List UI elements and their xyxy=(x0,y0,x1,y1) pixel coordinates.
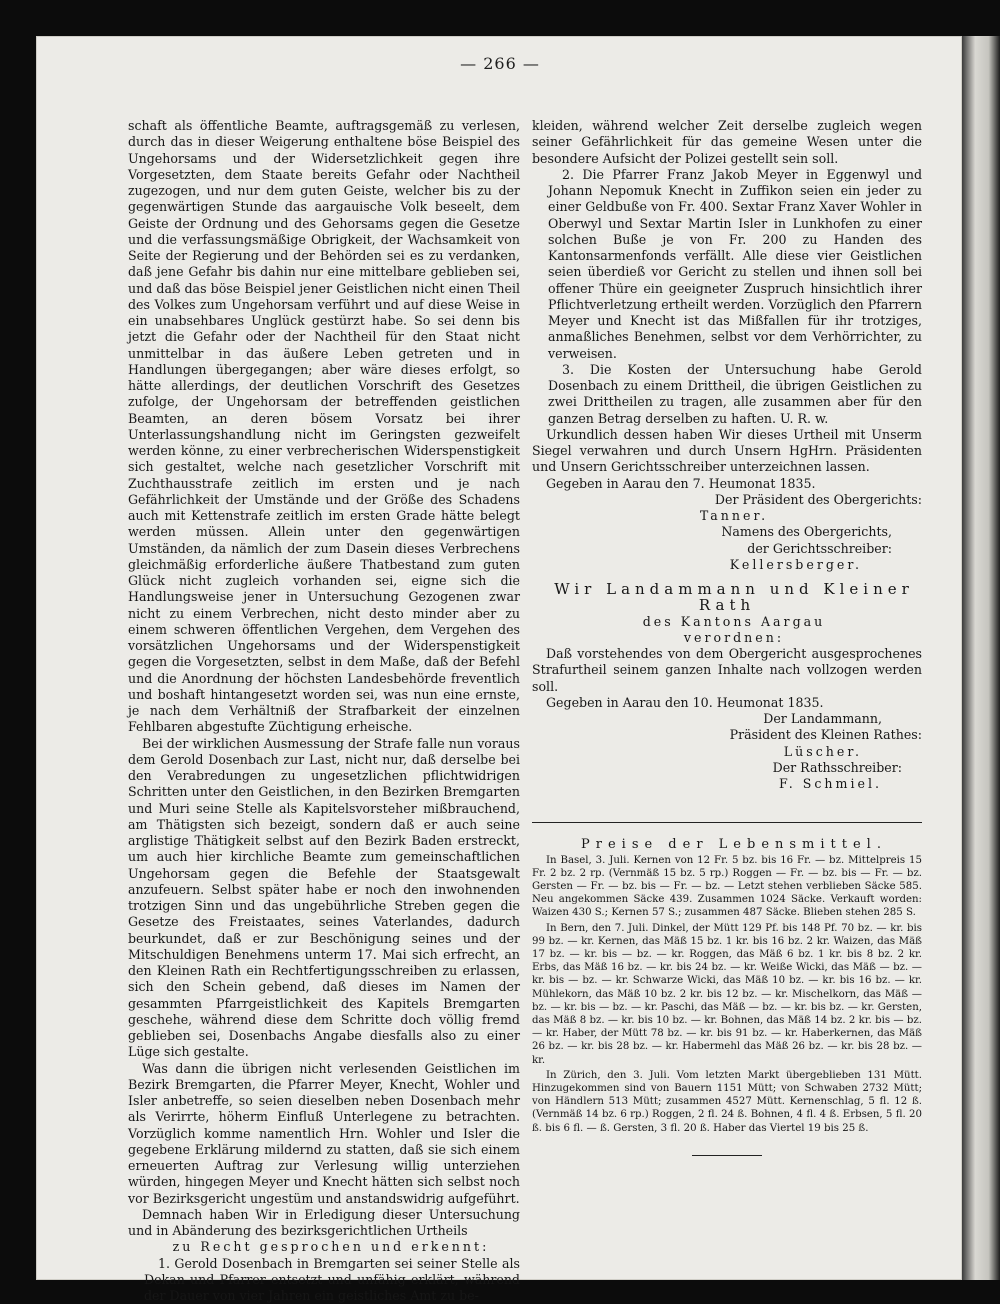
decree-text: Daß vorstehendes von dem Obergericht ausgesprochenes Strafurtheil seinem ganzen Inhalte nach vollzogen werden soll. xyxy=(532,646,922,695)
signature-secretary-title: Der Rathsschreiber: xyxy=(532,760,922,776)
signature-council-title: Präsident des Kleinen Rathes: xyxy=(532,727,922,743)
decree-heading-2: des Kantons Aargau xyxy=(532,614,922,630)
signature-clerk-title-1: Namens des Obergerichts, xyxy=(532,524,922,540)
decree-heading-1: Wir Landammann und Kleiner Rath xyxy=(532,581,922,614)
decree-heading-3: verordnen: xyxy=(532,630,922,646)
verdict-item-1-continued: kleiden, während welcher Zeit derselbe zugleich wegen seiner Gefährlichkeit für das gemeine Wesen unter die besondere Aufsicht der Polizei gestellt sein soll. xyxy=(532,118,922,167)
verdict-paragraph-2: Bei der wirklichen Ausmessung der Strafe falle nun voraus dem Gerold Dosenbach zur Last, nicht nur, daß derselbe bei den Verabredungen zu ungesetzlichen pflichtwidrigen Schritten unter den Geistlichen, in den Bezirken Bremgarten und Muri seine Stelle als Kapitelsvorsteher mißbrauchend, am Thätigsten sich bezeigt, sondern daß er auch seine arglistige Thätigkeit selbst auf den Bezirk Baden erstreckt, um auch hier kirchliche Beamte zum gemeinschaftlichen Ungehorsam gegen die Befehle der Staatsgewalt anzufeuern. Selbst später habe er noch den inwohnenden trotzigen Sinn und das ungebührliche Streben gegen die Gesetze des Freistaates, seines Vaterlandes, dadurch beurkundet, daß er zur Beschönigung seines und der Mitschuldigen Benehmens unterm 17. Mai sich erfrecht, an den Kleinen Rath ein Rechtfertigungsschreiben zu erlassen, sich den Schein gebend, daß dieses im Namen der gesammten Pfarrgeistlichkeit des Kapitels Bremgarten geschehe, während diese dem Schritte doch völlig fremd geblieben sei, Dosenbachs Angabe diesfalls also zu einer Lüge sich gestalte. xyxy=(128,736,520,1061)
end-divider xyxy=(692,1155,762,1156)
signature-president-name: Tanner. xyxy=(532,508,922,524)
right-column xyxy=(532,118,922,1158)
verdict-heading: zu Recht gesprochen und erkennt: xyxy=(128,1239,520,1255)
price-report-zurich: In Zürich, den 3. Juli. Vom letzten Markt übergeblieben 131 Mütt. Hinzugekommen sind von Bauern 1151 Mütt; von Schwaben 2732 Mütt; von Händlern 513 Mütt; zusammen 4527 Mütt. Kernenschlag, 5 fl. 12 ß. (Vernmäß 14 bz. 6 rp.) Roggen, 2 fl. 24 ß. Bohnen, 4 fl. 4 ß. Erbsen, 5 fl. 20 ß. bis 6 fl. — ß. Gersten, 3 fl. 20 ß. Haber das Viertel 19 bis 25 ß. xyxy=(532,1069,922,1135)
signature-secretary-name: F. Schmiel. xyxy=(532,776,922,792)
left-column xyxy=(128,118,520,1178)
signature-council-name: Lüscher. xyxy=(532,744,922,760)
verdict-item-2: 2. Die Pfarrer Franz Jakob Meyer in Eggenwyl und Johann Nepomuk Knecht in Zuffikon seien ein jeder zu einer Geldbuße von Fr. 400. Sextar Franz Xaver Wohler in Oberwyl und Sextar Martin Isler in Lunkhofen zu einer solchen Buße je von Fr. 200 zu Handen des Kantonsarmenfonds verfällt. Alle diese vier Geistlichen seien überdieß vor Gericht zu stellen und ihnen soll bei offener Thüre ein geeigneter Zuspruch hinsichtlich ihrer Pflichtverletzung ertheilt werden. Vorzüglich den Pfarrern Meyer und Knecht ist das Mißfallen für ihr trotziges, anmaßliches Benehmen, selbst vor dem Verhörrichter, zu verweisen. xyxy=(532,167,922,362)
prices-title: Preise der Lebensmittel. xyxy=(532,837,922,853)
given-date-1: Gegeben in Aarau den 7. Heumonat 1835. xyxy=(532,476,922,492)
section-divider xyxy=(532,822,922,823)
verdict-paragraph-4: Demnach haben Wir in Erledigung dieser Untersuchung und in Abänderung des bezirksgerichtlichen Urtheils xyxy=(128,1207,520,1240)
price-report-basel: In Basel, 3. Juli. Kernen von 12 Fr. 5 bz. bis 16 Fr. — bz. Mittelpreis 15 Fr. 2 bz. 2 rp. (Vernmäß 15 bz. 5 rp.) Roggen — Fr. — bz. bis — Fr. — bz. Gersten — Fr. — bz. bis — Fr. — bz. — Letzt stehen verblieben Säcke 585. Neu angekommen Säcke 439. Zusammen 1024 Säcke. Verkauft worden: Waizen 430 S.; Kernen 57 S.; zusammen 487 Säcke. Blieben stehen 285 S. xyxy=(532,854,922,920)
signature-clerk-title-2: der Gerichtsschreiber: xyxy=(532,541,922,557)
signature-president-title: Der Präsident des Obergerichts: xyxy=(532,492,922,508)
verdict-paragraph-3: Was dann die übrigen nicht verlesenden Geistlichen im Bezirk Bremgarten, die Pfarrer Meyer, Knecht, Wohler und Isler anbetreffe, so seien dieselben neben Dosenbach mehr als Verirrte, höherm Einfluß Unterlegene zu betrachten. Vorzüglich komme namentlich Hrn. Wohler und Isler die gegebene Erklärung mildernd zu statten, daß sie sich einem erneuerten Auftrag zur Verlesung willig unterziehen würden, hingegen Meyer und Knecht hätten sich selbst noch vor Bezirksgericht ungestüm und anstandswidrig aufgeführt. xyxy=(128,1061,520,1207)
signature-landammann-title: Der Landammann, xyxy=(532,711,922,727)
verdict-paragraph-1: schaft als öffentliche Beamte, auftragsgemäß zu verlesen, durch das in dieser Weigerung enthaltene böse Beispiel des Ungehorsams und der Widersetzlichkeit gegen ihre Vorgesetzten, dem Staate bereits Gefahr oder Nachtheil zugezogen, und nur dem guten Geiste, welcher bis zu der gegenwärtigen Stunde das aargauische Volk beseelt, dem Geiste der Ordnung und des Gehorsams gegen die Gesetze und die verfassungsmäßige Obrigkeit, der Wachsamkeit von Seite der Regierung und der Behörden sei es zu verdanken, daß jene Gefahr bis dahin nur eine mittelbare geblieben sei, und daß das böse Beispiel jener Geistlichen nicht einen Theil des Volkes zum Ungehorsam verführt und auf diese Weise in ein unabsehbares Unglück gestürzt habe. So sei denn bis jetzt die Gefahr oder der Nachtheil für den Staat nicht unmittelbar in das äußere Leben getreten und in Handlungen übergegangen; aber wäre dieses erfolgt, so hätte allerdings, der deutlichen Vorschrift des Gesetzes zufolge, der Ungehorsam der betreffenden geistlichen Beamten, an deren bösem Vorsatz bei ihrer Unterlassungshandlung nicht im Geringsten gezweifelt werden könne, zu einer verbrecherischen Widerspenstigkeit sich gestaltet, welche nach gesetzlicher Vorschrift mit Zuchthausstrafe zeitlich im ersten und je nach Gefährlichkeit der Umstände und der Größe des Schadens auch mit Kettenstrafe zeitlich im ersten Grade hätte belegt werden müssen. Allein unter den gegenwärtigen Umständen, da nämlich der zum Dasein dieses Verbrechens gleichmäßig erforderliche äußere Thatbestand zum guten Glück nicht zugleich vorhanden sei, eigne sich die Handlungsweise jener in Untersuchung Gezogenen zwar nicht zu einem Verbrechen, nicht desto minder aber zu einem schweren öffentlichen Vergehen, dem Vergehen des vorsätzlichen Ungehorsams und der Widerspenstigkeit gegen die Vorgesetzten, selbst in dem Maße, daß der Befehl und die Anordnung der höchsten Landesbehörde freventlich und boshaft hintangesetzt worden sei, was nun eine ernste, je nach dem Verhältniß der Strafbarkeit der einzelnen Fehlbaren abgestufte Züchtigung erheische. xyxy=(128,118,520,736)
verdict-item-3: 3. Die Kosten der Untersuchung habe Gerold Dosenbach zu einem Drittheil, die übrigen Geistlichen zu zwei Drittheilen zu tragen, alle zusammen aber für den ganzen Betrag derselben zu haften. U. R. w. xyxy=(532,362,922,427)
given-date-2: Gegeben in Aarau den 10. Heumonat 1835. xyxy=(532,695,922,711)
certification-paragraph: Urkundlich dessen haben Wir dieses Urtheil mit Unserm Siegel verwahren und durch Unsern HgHrn. Präsidenten und Unsern Gerichtsschreiber unterzeichnen lassen. xyxy=(532,427,922,476)
verdict-item-1: 1. Gerold Dosenbach in Bremgarten sei seiner Stelle als Dekan und Pfarrer entsetzt und unfähig erklärt, während der Dauer von vier Jahren ein geistliches Amt zu be- xyxy=(128,1256,520,1304)
page-binding-edge xyxy=(962,36,1000,1280)
prices-section xyxy=(532,854,922,1135)
signature-clerk-name: Kellersberger. xyxy=(532,557,922,573)
page-number: — 266 — xyxy=(0,54,1000,73)
price-report-bern: In Bern, den 7. Juli. Dinkel, der Mütt 129 Pf. bis 148 Pf. 70 bz. — kr. bis 99 bz. — kr. Kernen, das Mäß 15 bz. 1 kr. bis 16 bz. 2 kr. Waizen, das Mäß 17 bz. — kr. bis — bz. — kr. Roggen, das Mäß 6 bz. 1 kr. bis 8 bz. 2 kr. Erbs, das Mäß 16 bz. — kr. bis 24 bz. — kr. Weiße Wicki, das Mäß — bz. — kr. bis — bz. — kr. Schwarze Wicki, das Mäß 10 bz. — kr. bis 16 bz. — kr. Mühlekorn, das Mäß 10 bz. 2 kr. bis 12 bz. — kr. Mischelkorn, das Mäß — bz. — kr. bis — bz. — kr. Paschi, das Mäß — bz. — kr. bis bz. — kr. Gersten, das Mäß 8 bz. — kr. bis 10 bz. — kr. Bohnen, das Mäß 14 bz. 2 kr. bis — bz. — kr. Haber, der Mütt 78 bz. — kr. bis 91 bz. — kr. Haberkernen, das Mäß 26 bz. — kr. bis 28 bz. — kr. Habermehl das Mäß 26 bz. — kr. bis 28 bz. — kr. xyxy=(532,922,922,1067)
